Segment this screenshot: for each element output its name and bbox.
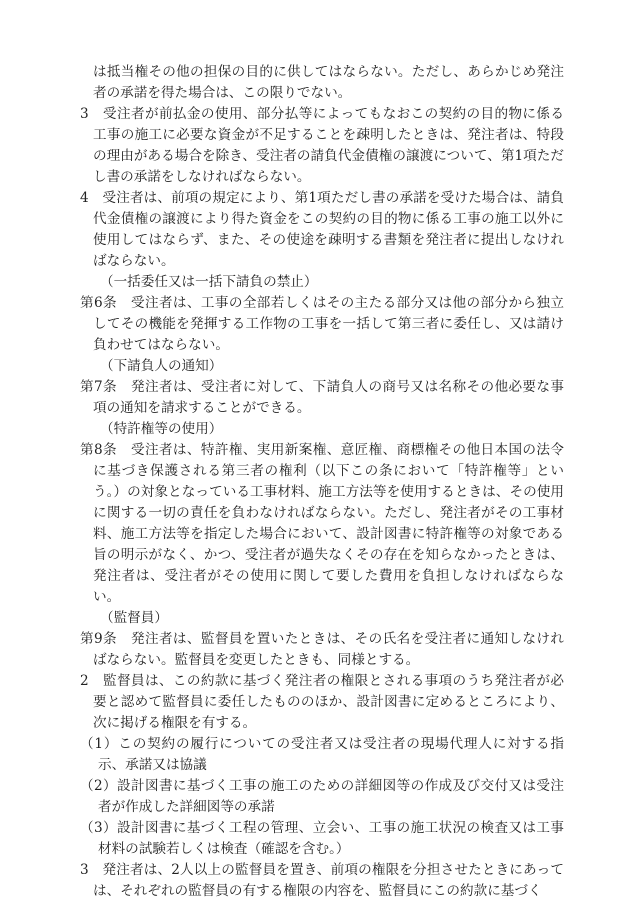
list-item-2: （2）設計図書に基づく工事の施工のための詳細図等の作成及び交付又は受注者が作成した詳細図等の承諾 [80, 778, 564, 815]
paragraph-continuation: は抵当権その他の担保の目的に供してはならない。ただし、あらかじめ発注者の承諾を得た場合は、この限りでない。 [93, 64, 564, 101]
article-6-caption: （一括委任又は一括下請負の禁止） [100, 274, 318, 290]
article-7-caption: （下請負人の通知） [100, 358, 223, 374]
article-8: 第8条 受注者は、特許権、実用新案権、意匠権、商標権その他日本国の法令に基づき保護される第三者の権利（以下この条において「特許権等」という。）の対象となっている工事材料、施工方法等を使用するときは、その使用に関する一切の責任を負わなければならない。ただし、発注者がその工事材料、施工方法等を指定した場合において、設計図書に特許権等の対象である旨の明示がなく、かつ、受注者が過失なくその存在を知らなかったときは、発注者は、受注者がその使用に関して要した費用を負担しなければならない。 [80, 442, 564, 605]
article-9-caption: （監督員） [100, 610, 168, 626]
paragraph-5-3: 3 受注者が前払金の使用、部分払等によってもなおこの契約の目的物に係る工事の施工に必要な資金が不足することを疎明したときは、発注者は、特段の理由がある場合を除き、受注者の請負代金債権の譲渡について、第1項ただし書の承諾をしなければならない。 [80, 106, 564, 185]
paragraph-9-2: 2 監督員は、この約款に基づく発注者の権限とされる事項のうち発注者が必要と認めて監督員に委任したもののほか、設計図書に定めるところにより、次に掲げる権限を有する。 [80, 673, 564, 731]
list-item-3: （3）設計図書に基づく工程の管理、立会い、工事の施工状況の検査又は工事材料の試験若しくは検査（確認を含む。） [80, 820, 564, 857]
paragraph-5-4: 4 受注者は、前項の規定により、第1項ただし書の承諾を受けた場合は、請負代金債権の譲渡により得た資金をこの契約の目的物に係る工事の施工以外に使用してはならず、また、その使途を疎明する書類を発注者に提出しなければならない。 [80, 190, 564, 269]
contract-text [80, 62, 564, 902]
paragraph-9-3: 3 発注者は、2人以上の監督員を置き、前項の権限を分担させたときにあっては、それぞれの監督員の有する権限の内容を、監督員にこの約款に基づく [80, 862, 564, 899]
list-item-1: （1）この契約の履行についての受注者又は受注者の現場代理人に対する指示、承諾又は協議 [80, 736, 564, 773]
article-8-caption: （特許権等の使用） [100, 421, 223, 437]
article-7: 第7条 発注者は、受注者に対して、下請負人の商号又は名称その他必要な事項の通知を請求することができる。 [80, 379, 564, 416]
article-6: 第6条 受注者は、工事の全部若しくはその主たる部分又は他の部分から独立してその機能を発揮する工作物の工事を一括して第三者に委任し、又は請け負わせてはならない。 [80, 295, 564, 353]
article-9: 第9条 発注者は、監督員を置いたときは、その氏名を受注者に通知しなければならない。監督員を変更したときも、同様とする。 [80, 631, 564, 668]
